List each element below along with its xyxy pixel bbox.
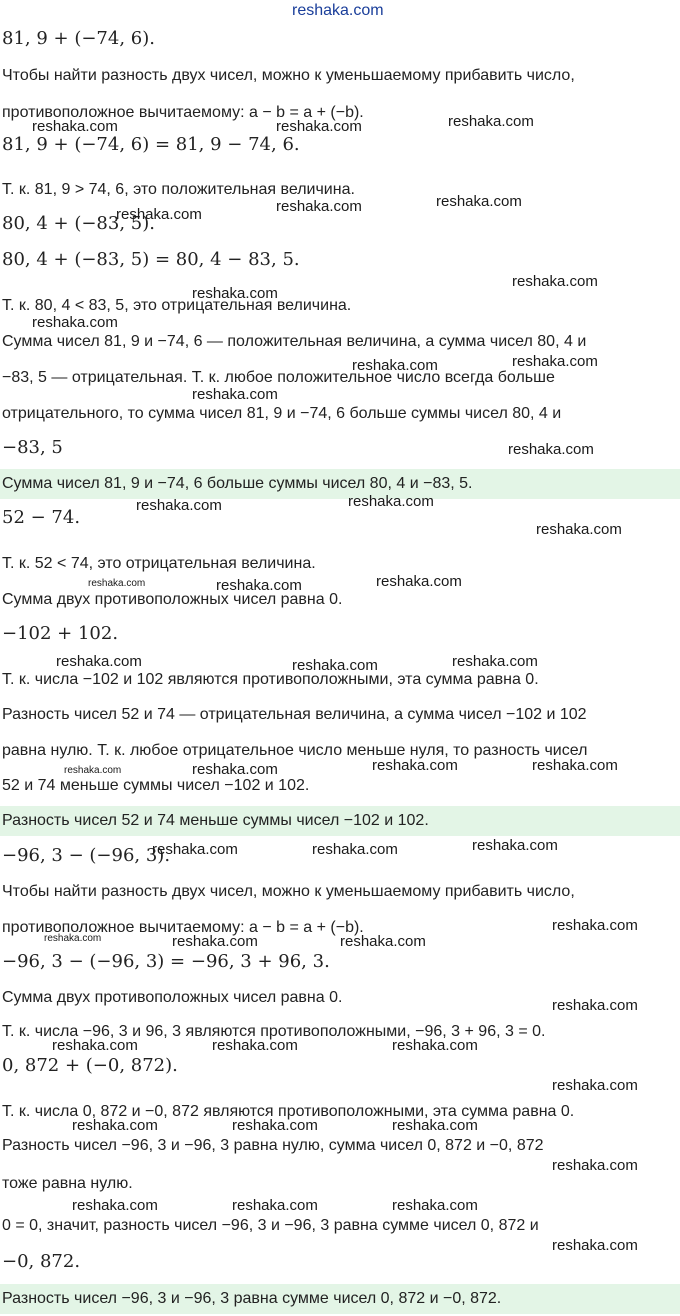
- text-line: Т. к. числа −102 и 102 являются противоположными, эта сумма равна 0.: [2, 671, 539, 688]
- watermark-text: reshaka.com: [292, 657, 378, 674]
- watermark-text: reshaka.com: [392, 1197, 478, 1214]
- watermark-text: reshaka.com: [436, 193, 522, 210]
- text-line: тоже равна нулю.: [2, 1175, 133, 1192]
- expression-line: 80, 4 + (−83, 5).: [2, 213, 155, 234]
- text-line: Сумма двух противоположных чисел равна 0.: [2, 989, 343, 1006]
- watermark-text: reshaka.com: [448, 113, 534, 130]
- text-line: Т. к. 52 < 74, это отрицательная величина.: [2, 555, 316, 572]
- watermark-text: reshaka.com: [512, 353, 598, 370]
- expression-line: 80, 4 + (−83, 5) = 80, 4 − 83, 5.: [2, 249, 300, 270]
- watermark-text: reshaka.com: [452, 653, 538, 670]
- watermark-text: reshaka.com: [552, 997, 638, 1014]
- watermark-text: reshaka.com: [72, 1117, 158, 1134]
- watermark-text: reshaka.com: [232, 1117, 318, 1134]
- page-header-watermark: reshaka.com: [292, 2, 384, 19]
- text-line: Т. к. числа 0, 872 и −0, 872 являются противоположными, эта сумма равна 0.: [2, 1103, 575, 1120]
- watermark-text: reshaka.com: [552, 917, 638, 934]
- watermark-text: reshaka.com: [512, 273, 598, 290]
- watermark-text: reshaka.com: [64, 765, 122, 776]
- text-line: Т. к. 80, 4 < 83, 5, это отрицательная величина.: [2, 297, 352, 314]
- watermark-text: reshaka.com: [276, 198, 362, 215]
- watermark-text: reshaka.com: [212, 1037, 298, 1054]
- text-line: противоположное вычитаемому: a − b = a + (−b).: [2, 919, 364, 936]
- text-line: Т. к. 81, 9 > 74, 6, это положительная величина.: [2, 181, 355, 198]
- watermark-text: reshaka.com: [192, 386, 278, 403]
- answer-line: Разность чисел 52 и 74 меньше суммы чисел −102 и 102.: [2, 812, 429, 829]
- watermark-text: reshaka.com: [352, 357, 438, 374]
- watermark-text: reshaka.com: [312, 841, 398, 858]
- expression-line: −0, 872.: [2, 1251, 81, 1272]
- watermark-text: reshaka.com: [552, 1077, 638, 1094]
- watermark-text: reshaka.com: [392, 1037, 478, 1054]
- watermark-text: reshaka.com: [340, 933, 426, 950]
- watermark-text: reshaka.com: [392, 1117, 478, 1134]
- watermark-text: reshaka.com: [216, 577, 302, 594]
- text-line: −83, 5 — отрицательная. Т. к. любое положительное число всегда больше: [2, 369, 555, 386]
- watermark-text: reshaka.com: [56, 653, 142, 670]
- watermark-text: reshaka.com: [276, 118, 362, 135]
- answer-line: Сумма чисел 81, 9 и −74, 6 больше суммы чисел 80, 4 и −83, 5.: [2, 475, 473, 492]
- expression-line: 81, 9 + (−74, 6) = 81, 9 − 74, 6.: [2, 134, 300, 155]
- watermark-text: reshaka.com: [136, 497, 222, 514]
- text-line: Чтобы найти разность двух чисел, можно к уменьшаемому прибавить число,: [2, 883, 575, 900]
- expression-line: 0, 872 + (−0, 872).: [2, 1055, 178, 1076]
- text-line: Чтобы найти разность двух чисел, можно к уменьшаемому прибавить число,: [2, 67, 575, 84]
- text-line: противоположное вычитаемому: a − b = a + (−b).: [2, 104, 364, 121]
- watermark-text: reshaka.com: [552, 1237, 638, 1254]
- text-line: 0 = 0, значит, разность чисел −96, 3 и −96, 3 равна сумме чисел 0, 872 и: [2, 1217, 539, 1234]
- watermark-text: reshaka.com: [32, 314, 118, 331]
- watermark-text: reshaka.com: [232, 1197, 318, 1214]
- watermark-text: reshaka.com: [372, 757, 458, 774]
- watermark-text: reshaka.com: [348, 493, 434, 510]
- text-line: Разность чисел 52 и 74 — отрицательная величина, а сумма чисел −102 и 102: [2, 706, 587, 723]
- watermark-text: reshaka.com: [72, 1197, 158, 1214]
- expression-line: −102 + 102.: [2, 623, 119, 644]
- text-line: отрицательного, то сумма чисел 81, 9 и −74, 6 больше суммы чисел 80, 4 и: [2, 405, 562, 422]
- watermark-text: reshaka.com: [116, 206, 202, 223]
- watermark-text: reshaka.com: [472, 837, 558, 854]
- watermark-text: reshaka.com: [536, 521, 622, 538]
- watermark-text: reshaka.com: [152, 841, 238, 858]
- expression-line: −96, 3 − (−96, 3) = −96, 3 + 96, 3.: [2, 951, 330, 972]
- watermark-text: reshaka.com: [44, 933, 102, 944]
- watermark-text: reshaka.com: [32, 118, 118, 135]
- text-line: равна нулю. Т. к. любое отрицательное число меньше нуля, то разность чисел: [2, 742, 588, 759]
- watermark-text: reshaka.com: [532, 757, 618, 774]
- watermark-text: reshaka.com: [52, 1037, 138, 1054]
- text-line: 52 и 74 меньше суммы чисел −102 и 102.: [2, 777, 310, 794]
- answer-line: Разность чисел −96, 3 и −96, 3 равна сумме чисел 0, 872 и −0, 872.: [2, 1290, 502, 1307]
- expression-line: 52 − 74.: [2, 507, 81, 528]
- watermark-text: reshaka.com: [88, 578, 146, 589]
- expression-line: −96, 3 − (−96, 3).: [2, 845, 171, 866]
- text-line: Т. к. числа −96, 3 и 96, 3 являются противоположными, −96, 3 + 96, 3 = 0.: [2, 1023, 546, 1040]
- text-line: Сумма чисел 81, 9 и −74, 6 — положительная величина, а сумма чисел 80, 4 и: [2, 333, 587, 350]
- watermark-text: reshaka.com: [508, 441, 594, 458]
- watermark-text: reshaka.com: [172, 933, 258, 950]
- watermark-text: reshaka.com: [192, 285, 278, 302]
- watermark-text: reshaka.com: [376, 573, 462, 590]
- text-line: Разность чисел −96, 3 и −96, 3 равна нулю, сумма чисел 0, 872 и −0, 872: [2, 1137, 544, 1154]
- expression-line: −83, 5: [2, 437, 63, 458]
- expression-line: 81, 9 + (−74, 6).: [2, 28, 155, 49]
- watermark-text: reshaka.com: [552, 1157, 638, 1174]
- text-line: Сумма двух противоположных чисел равна 0.: [2, 591, 343, 608]
- watermark-text: reshaka.com: [192, 761, 278, 778]
